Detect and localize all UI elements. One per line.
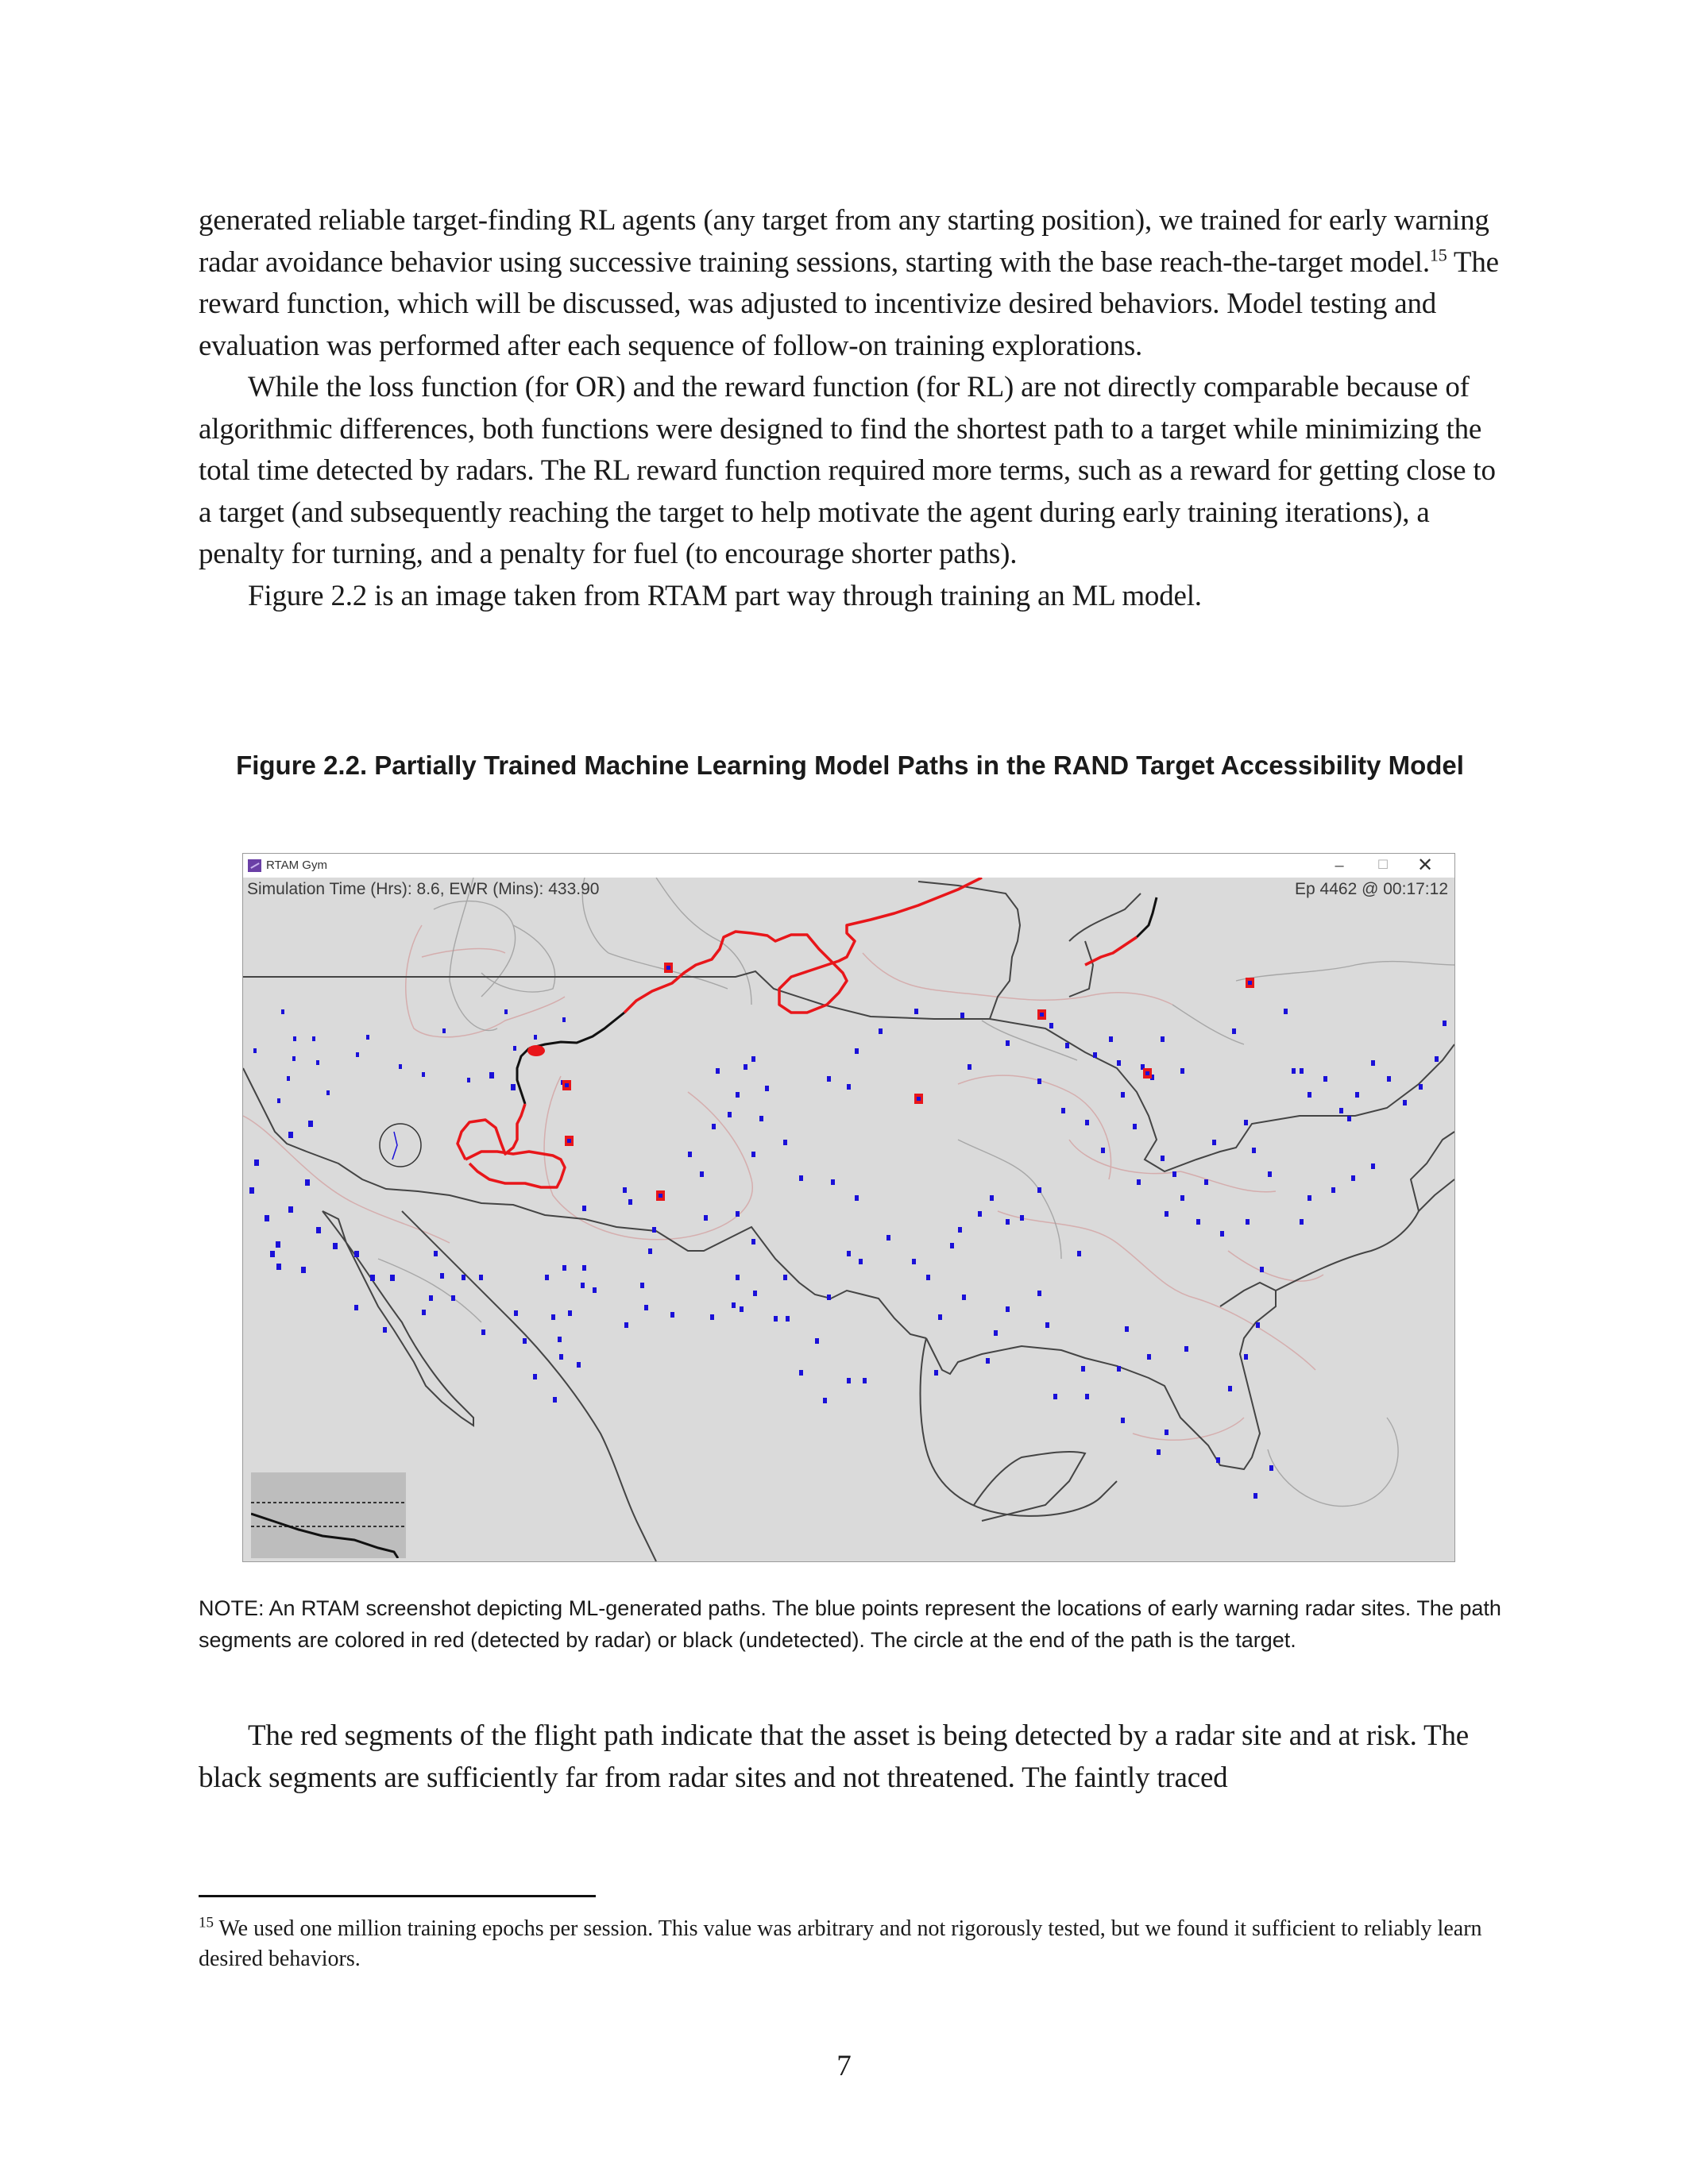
maximize-button[interactable]: ☐ [1377,859,1389,872]
figure-caption: Figure 2.2. Partially Trained Machine Learning Model Paths in the RAND Target Accessibility Model [236,751,1464,780]
altitude-profile-inset [251,1472,406,1558]
window-title: RTAM Gym [266,859,327,872]
target-circle [527,1045,545,1056]
paragraph-1 [199,200,1501,367]
paragraph-4: The red segments of the flight path indicate that the asset is being detected by a radar site and at risk. The black segments are sufficiently far from radar sites and not threatened. The faintly traced [199,1719,1469,1794]
close-button[interactable]: ✕ [1416,855,1434,876]
map-canvas [243,878,1454,1561]
window-titlebar [243,854,1454,878]
footnote [199,1914,1501,1974]
episode-label: Ep 4462 @ 00:17:12 [1295,880,1448,898]
rtam-gym-window [242,853,1455,1562]
rtam-app-icon [248,859,261,872]
paragraph-1-text: generated reliable target-finding RL agents (any target from any starting position), we trained for early warning radar avoidance behavior using successive training sessions, starting with the base reach-the-target model. [199,204,1489,279]
footnote-text: We used one million training epochs per session. This value was arbitrary and not rigorously tested, but we found it sufficient to reliably learn desired behaviors. [199,1916,1482,1971]
footnote-ref-15[interactable]: 15 [1429,245,1447,265]
footnote-divider [199,1895,596,1897]
page-number: 7 [836,2050,852,2082]
body-text-top [199,200,1501,617]
paragraph-2: While the loss function (for OR) and the reward function (for RL) are not directly comparable because of algorithmic differences, both functions were designed to find the shortest path to a target while minimizing the total time detected by radars. The RL reward function required more terms, such as a reward for getting close to a target (and subsequently reaching the target to help motivate the agent during early training iterations), a penalty for turning, and a penalty for fuel (to encourage shorter paths). [199,371,1496,570]
figure-note: NOTE: An RTAM screenshot depicting ML-generated paths. The blue points represent the locations of early warning radar sites. The path segments are colored in red (detected by radar) or black (undetected). The circle at the end of the path is the target. [199,1596,1501,1652]
footnote-number: 15 [199,1914,214,1931]
simulation-time-label: Simulation Time (Hrs): 8.6, EWR (Mins): 433.90 [247,880,600,898]
body-text-bottom [199,1715,1501,1799]
paragraph-3: Figure 2.2 is an image taken from RTAM part way through training an ML model. [248,579,1202,612]
minimize-button[interactable]: – [1335,857,1344,874]
paragraph-1-cont: The reward function, which will be discussed, was adjusted to incentivize desired behaviors. Model testing and evaluation was performed after each sequence of follow-on training explorations. [199,245,1499,362]
